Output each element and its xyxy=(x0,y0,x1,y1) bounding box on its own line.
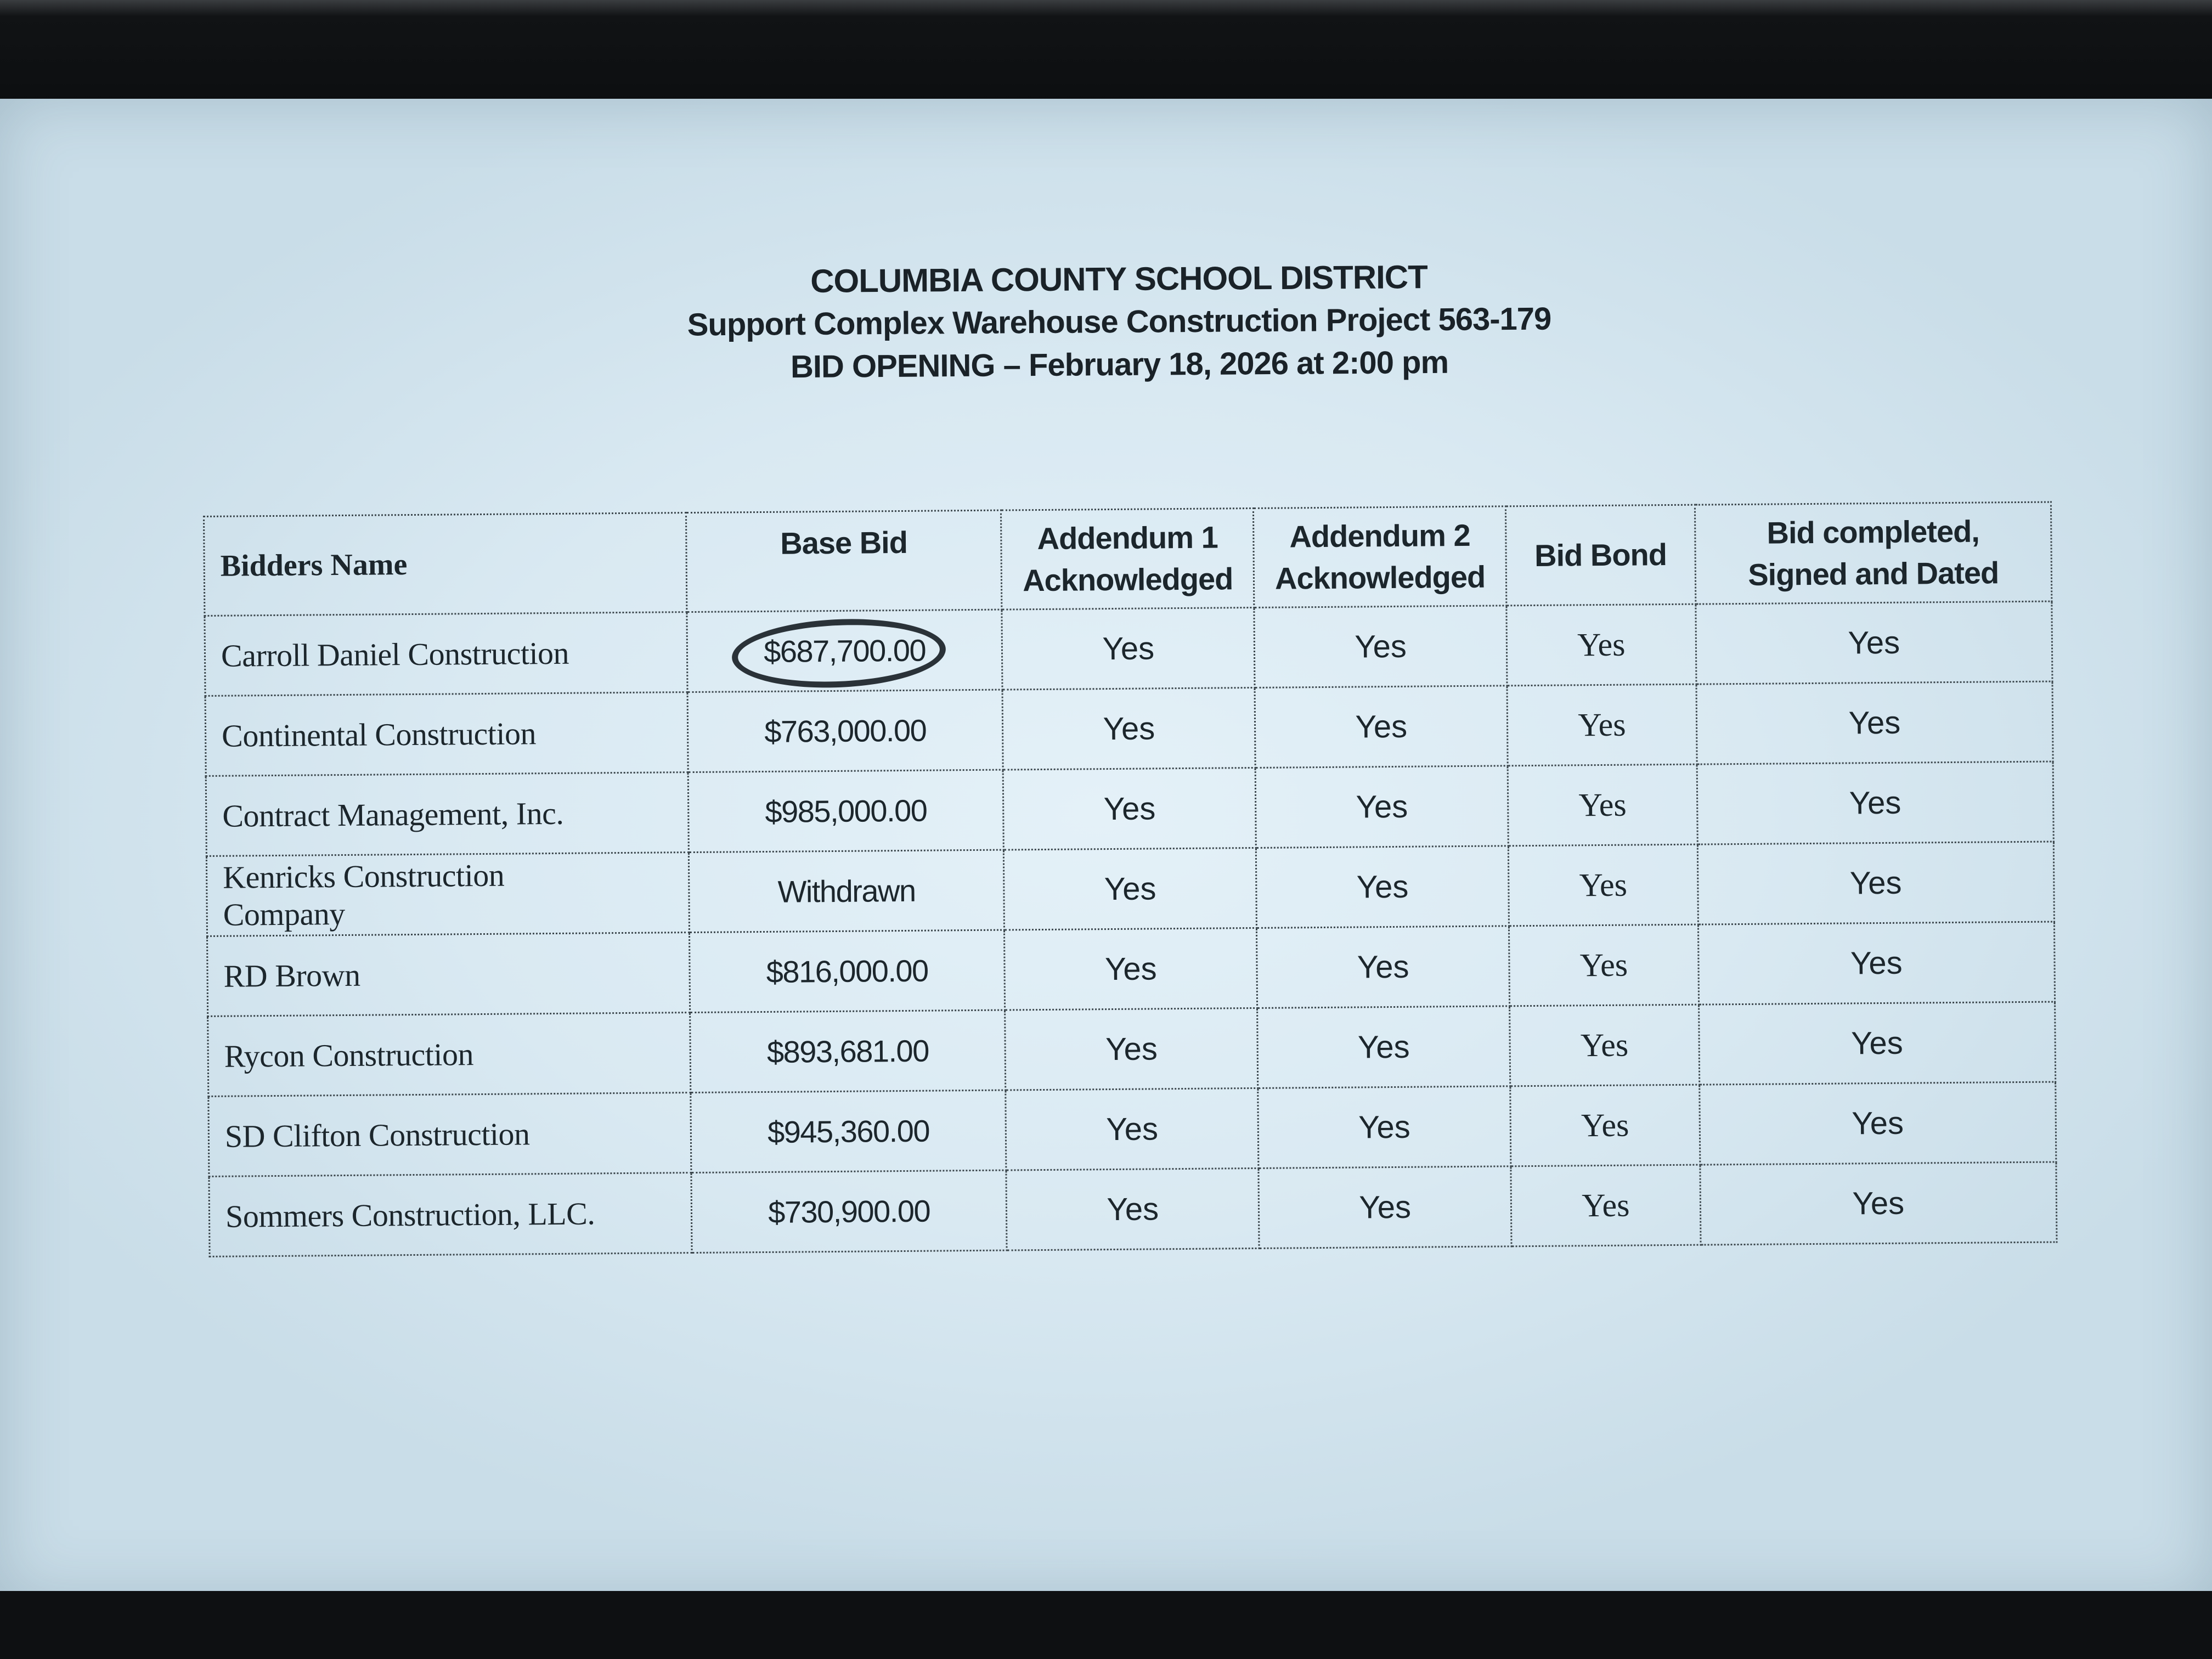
bid-table xyxy=(203,501,2058,1257)
addendum-2-value: Yes xyxy=(1255,766,1508,848)
base-bid: Withdrawn xyxy=(689,850,1005,933)
bidder-name-line1: Kenricks Construction xyxy=(222,857,505,895)
bid-bond-value: Yes xyxy=(1506,604,1696,686)
bid-completed-value: Yes xyxy=(1699,1002,2055,1085)
base-bid: $985,000.00 xyxy=(688,770,1004,853)
table-row xyxy=(208,1082,2056,1176)
bidder-name: Contract Management, Inc. xyxy=(206,772,689,856)
bid-bond-value: Yes xyxy=(1510,1085,1700,1166)
bid-bond-value: Yes xyxy=(1510,1005,1700,1086)
header-row xyxy=(204,502,2052,616)
table-row xyxy=(206,761,2053,856)
bidder-name: RD Brown xyxy=(207,933,690,1017)
addendum-2-value: Yes xyxy=(1259,1166,1511,1249)
addendum-2-value: Yes xyxy=(1254,606,1507,688)
projection-screen xyxy=(0,99,2212,1599)
header-addendum-2 xyxy=(1254,506,1506,608)
base-bid: $763,000.00 xyxy=(687,690,1003,772)
bid-bond-value: Yes xyxy=(1507,684,1697,766)
bid-completed-value: Yes xyxy=(1697,761,2053,844)
bid-completed-value: Yes xyxy=(1696,681,2053,764)
header-addendum-1-line2: Acknowledged xyxy=(1022,561,1233,598)
base-bid: $893,681.00 xyxy=(690,1010,1006,1093)
header-addendum-2-line1: Addendum 2 xyxy=(1289,517,1470,554)
bidder-name: Carroll Daniel Construction xyxy=(205,612,687,696)
header-addendum-1 xyxy=(1001,508,1254,610)
addendum-1-value: Yes xyxy=(1002,607,1255,690)
header-bid-completed-line1: Bid completed, xyxy=(1767,514,1980,550)
table-row xyxy=(209,1162,2057,1256)
document-header xyxy=(658,255,1581,390)
header-addendum-2-line2: Acknowledged xyxy=(1274,559,1486,596)
addendum-1-value: Yes xyxy=(1006,1088,1259,1170)
addendum-1-value: Yes xyxy=(1004,848,1257,930)
bidder-name-line2: Company xyxy=(223,895,346,933)
projector-bottom-band xyxy=(0,1591,2212,1659)
bid-completed-value: Yes xyxy=(1696,601,2052,684)
addendum-1-value: Yes xyxy=(1003,768,1256,850)
bidder-name: Continental Construction xyxy=(205,692,688,776)
bidder-name: Rycon Construction xyxy=(208,1013,691,1097)
bid-bond-value: Yes xyxy=(1508,844,1698,926)
projector-top-band xyxy=(0,0,2212,110)
bid-completed-value: Yes xyxy=(1699,1082,2056,1165)
addendum-2-value: Yes xyxy=(1257,926,1510,1008)
base-bid: $730,900.00 xyxy=(691,1170,1007,1253)
addendum-2-value: Yes xyxy=(1257,1006,1510,1088)
bid-bond-value: Yes xyxy=(1511,1165,1701,1246)
addendum-2-value: Yes xyxy=(1258,1086,1511,1169)
table-row xyxy=(208,1002,2056,1096)
base-bid: $687,700.00 xyxy=(763,633,926,669)
table-row xyxy=(205,601,2052,696)
table-row xyxy=(206,842,2054,936)
header-base-bid: Base Bid xyxy=(686,510,1002,612)
bidder-name: SD Clifton Construction xyxy=(208,1093,691,1177)
header-bid-completed-line2: Signed and Dated xyxy=(1748,555,1999,592)
addendum-1-value: Yes xyxy=(1005,928,1257,1010)
header-bidders-name: Bidders Name xyxy=(204,513,687,616)
bid-completed-value: Yes xyxy=(1698,922,2055,1005)
addendum-1-value: Yes xyxy=(1002,687,1255,770)
bid-opening-line: BID OPENING – February 18, 2026 at 2:00 pm xyxy=(790,344,1449,385)
document-subtitle: Support Complex Warehouse Construction Project 563-179 xyxy=(687,301,1551,343)
bidder-name: Sommers Construction, LLC. xyxy=(209,1173,692,1257)
base-bid: $816,000.00 xyxy=(689,930,1005,1013)
addendum-1-value: Yes xyxy=(1005,1008,1258,1090)
bid-completed-value: Yes xyxy=(1700,1162,2057,1245)
bidder-name xyxy=(206,853,689,936)
header-bid-bond: Bid Bond xyxy=(1506,505,1696,606)
table-row xyxy=(207,922,2055,1016)
bid-bond-value: Yes xyxy=(1509,924,1699,1006)
bid-completed-value: Yes xyxy=(1697,842,2054,924)
base-bid: $945,360.00 xyxy=(691,1090,1007,1173)
header-bid-completed xyxy=(1695,502,2052,604)
table-row xyxy=(205,681,2053,776)
document-title: COLUMBIA COUNTY SCHOOL DISTRICT xyxy=(810,258,1427,300)
header-addendum-1-line1: Addendum 1 xyxy=(1037,520,1218,556)
addendum-2-value: Yes xyxy=(1256,846,1509,928)
bid-bond-value: Yes xyxy=(1508,764,1697,846)
addendum-2-value: Yes xyxy=(1255,686,1508,768)
addendum-1-value: Yes xyxy=(1006,1168,1259,1250)
base-bid-cell xyxy=(687,610,1003,692)
